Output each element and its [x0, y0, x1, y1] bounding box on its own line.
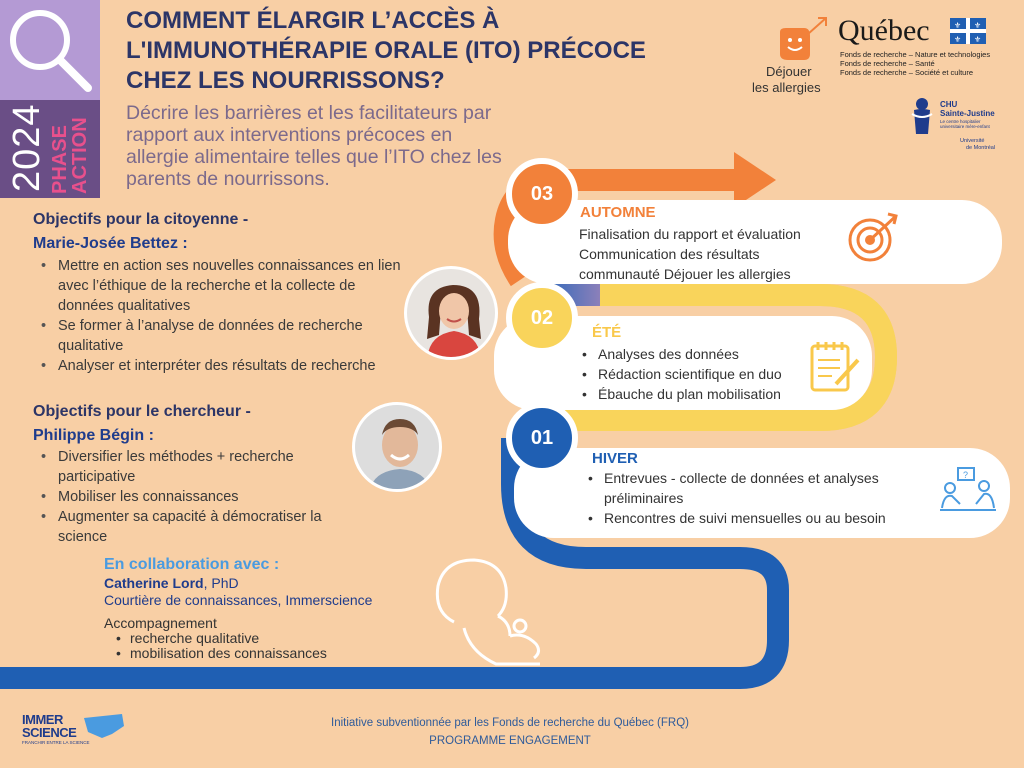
step-number: 01 — [530, 426, 554, 449]
year-label: 2024 — [6, 103, 48, 192]
list-item: • Mobiliser les connaissances — [33, 487, 353, 507]
phase-label — [50, 98, 90, 194]
citizen-photo — [404, 266, 498, 360]
step-list-summer — [580, 344, 820, 404]
baby-outline-icon — [424, 552, 554, 672]
list-item: • mobilisation des connaissances — [104, 646, 424, 661]
action-word: ACTION — [69, 117, 91, 194]
footer — [280, 714, 740, 750]
immerscience-logo — [22, 712, 132, 752]
step-label-winter: HIVER — [592, 450, 638, 467]
step-label-summer: ÉTÉ — [592, 324, 622, 341]
list-item: • Se former à l’analyse de données de recherche qualitative — [33, 316, 413, 356]
list-item: • Rédaction scientifique en duo — [580, 364, 820, 384]
citizen-objectives-list — [33, 256, 413, 376]
researcher-name: Philippe Bégin : — [33, 427, 154, 444]
list-item: • recherche qualitative — [104, 631, 424, 646]
list-item: • Ébauche du plan mobilisation — [580, 384, 820, 404]
list-item: • Rencontres de suivi mensuelles ou au besoin — [586, 508, 918, 528]
step-line: Communication des résultats — [579, 246, 760, 262]
step-line: communauté Déjouer les allergies — [579, 266, 791, 282]
immerscience-tagline: FRANCHIR ENTRE LA SCIENCE — [22, 740, 90, 745]
footer-funding: Initiative subventionnée par les Fonds de recherche du Québec (FRQ) — [331, 717, 689, 729]
immerscience-text-1: IMMER — [22, 712, 63, 727]
researcher-heading-text: Objectifs pour le chercheur - — [33, 403, 251, 420]
citizen-heading-text: Objectifs pour la citoyenne - — [33, 211, 249, 228]
dejouer-logo-icon — [748, 14, 832, 64]
chu-line-3: Le centre hospitalier universitaire mère-enfant — [940, 119, 990, 129]
chu-line-2: Sainte-Justine — [940, 109, 995, 118]
frq-line-2: Fonds de recherche – Santé — [840, 59, 935, 68]
collaborator-name: Catherine Lord — [104, 575, 204, 591]
list-item: • Entrevues - collecte de données et analyses préliminaires — [586, 468, 918, 508]
step-text-autumn — [579, 224, 859, 284]
notepad-icon — [806, 338, 862, 398]
chu-logo-icon — [908, 96, 936, 136]
list-item: • Mettre en action ses nouvelles connaissances en lien avec l’éthique de la recherche et la collecte de données qualitatives — [33, 256, 413, 316]
phase-word: PHASE — [49, 125, 71, 194]
chu-line-1: CHU — [940, 100, 958, 109]
collaborator-org: Courtière de connaissances, Immerscience — [104, 592, 373, 608]
step-list-winter — [586, 468, 918, 528]
udem-line-2: de Montréal — [966, 145, 996, 151]
footer-program: PROGRAMME ENGAGEMENT — [429, 735, 591, 747]
page-title: COMMENT ÉLARGIR L’ACCÈS À L'IMMUNOTHÉRAPIE ORALE (ITO) PRÉCOCE CHEZ LES NOURRISSONS? — [126, 7, 646, 94]
collaboration-block — [104, 555, 424, 661]
list-item: • Augmenter sa capacité à démocratiser la science — [33, 507, 353, 547]
step-badge-03 — [506, 158, 578, 230]
step-badge-02 — [506, 282, 578, 354]
svg-text:⚜: ⚜ — [974, 35, 982, 44]
immerscience-text-2: SCIENCE — [22, 725, 77, 740]
accompaniment-list — [104, 631, 424, 661]
quebec-wordmark: Québec — [838, 14, 930, 47]
search-block — [0, 0, 100, 100]
step-number: 02 — [530, 306, 554, 329]
researcher-objectives-list — [33, 447, 353, 547]
immerscience-map-icon — [82, 712, 126, 740]
search-icon — [0, 0, 100, 100]
target-icon — [844, 208, 904, 268]
researcher-photo — [352, 402, 442, 492]
collaborator-degree: , PhD — [203, 575, 239, 591]
quebec-logo — [836, 14, 996, 80]
collaborator-name-line — [104, 575, 424, 591]
citizen-objectives-heading — [33, 208, 248, 256]
list-item: • Diversifier les méthodes + recherche participative — [33, 447, 353, 487]
step-label-autumn: AUTOMNE — [580, 204, 656, 221]
step-badge-01 — [506, 402, 578, 474]
accompaniment-label: Accompagnement — [104, 615, 217, 631]
svg-text:⚜: ⚜ — [954, 35, 962, 44]
dejouer-text-1: Déjouer — [766, 64, 812, 79]
svg-text:⚜: ⚜ — [974, 21, 982, 30]
step-number: 03 — [530, 182, 554, 205]
step-line: Finalisation du rapport et évaluation — [579, 226, 801, 242]
udem-line-1: Université — [960, 138, 985, 144]
chu-logo — [908, 96, 1008, 156]
list-item: • Analyses des données — [580, 344, 820, 364]
interview-icon — [938, 464, 998, 520]
researcher-objectives-heading — [33, 400, 251, 448]
frq-line-1: Fonds de recherche – Nature et technologies — [840, 50, 991, 59]
svg-text:⚜: ⚜ — [954, 21, 962, 30]
collaboration-title: En collaboration avec : — [104, 556, 280, 573]
page-subtitle: Décrire les barrières et les facilitateurs par rapport aux interventions précoces en allergie alimentaire telles que l’ITO chez les parents de nourrissons. — [126, 102, 502, 190]
frq-line-3: Fonds de recherche – Société et culture — [840, 68, 973, 77]
list-item: • Analyser et interpréter des résultats de recherche — [33, 356, 413, 376]
svg-text:?: ? — [963, 470, 969, 480]
quebec-flag-icon — [950, 18, 986, 44]
dejouer-logo — [748, 14, 832, 98]
citizen-name: Marie-Josée Bettez : — [33, 235, 188, 252]
dejouer-text-2: les allergies — [752, 80, 821, 95]
